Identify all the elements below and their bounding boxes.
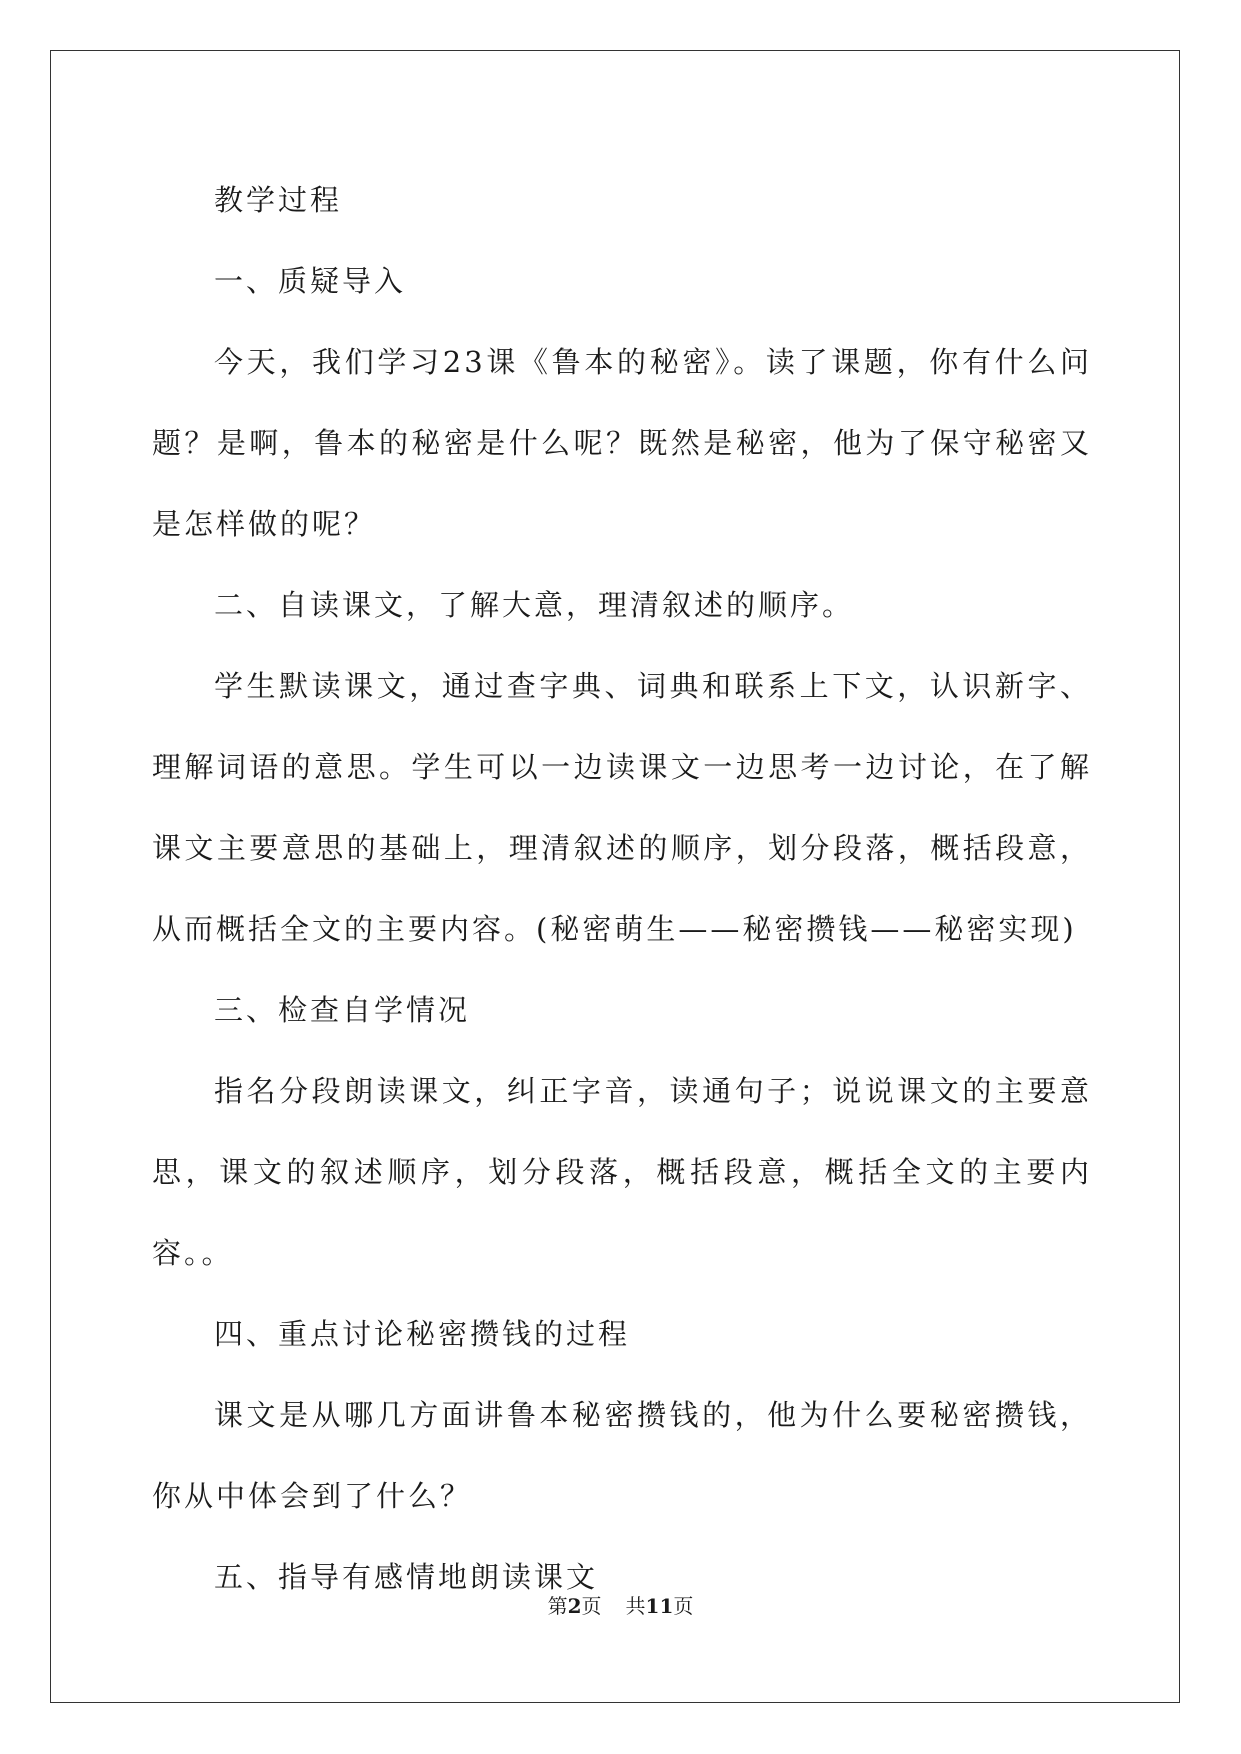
heading-teaching-process: 教学过程 [214, 183, 343, 217]
section-heading-5: 五、指导有感情地朗读课文 [214, 1560, 599, 1594]
section-heading-4: 四、重点讨论秘密攒钱的过程 [214, 1317, 631, 1351]
footer-prefix: 第 [547, 1594, 568, 1618]
paragraph-check: 指名分段朗读课文，纠正字音，读通句子；说说课文的主要意思，课文的叙述顺序，划分段落，概括段意，概括全文的主要内容。。 [152, 1074, 1092, 1270]
section-heading-3: 三、检查自学情况 [214, 993, 471, 1027]
section-heading-1: 一、质疑导入 [214, 264, 407, 298]
page-footer [0, 1594, 1241, 1618]
paragraph-intro: 今天，我们学习23课《鲁本的秘密》。读了课题，你有什么问题？是啊，鲁本的秘密是什么呢？既然是秘密，他为了保守秘密又是怎样做的呢？ [152, 345, 1092, 541]
footer-total-pages: 11 [645, 1594, 674, 1618]
document-body [152, 160, 1092, 1618]
footer-total-prefix: 共 [625, 1594, 646, 1618]
paragraph-self-reading: 学生默读课文，通过查字典、词典和联系上下文，认识新字、理解词语的意思。学生可以一边读课文一边思考一边讨论，在了解课文主要意思的基础上，理清叙述的顺序，划分段落，概括段意，从而概括全文的主要内容。(秘密萌生——秘密攒钱——秘密实现) [152, 669, 1092, 946]
footer-page-suffix: 页 [581, 1594, 602, 1618]
footer-page-number: 2 [567, 1594, 582, 1618]
section-heading-2: 二、自读课文，了解大意，理清叙述的顺序。 [214, 588, 855, 622]
paragraph-discussion: 课文是从哪几方面讲鲁本秘密攒钱的，他为什么要秘密攒钱，你从中体会到了什么？ [152, 1398, 1092, 1513]
footer-total-suffix: 页 [673, 1594, 694, 1618]
